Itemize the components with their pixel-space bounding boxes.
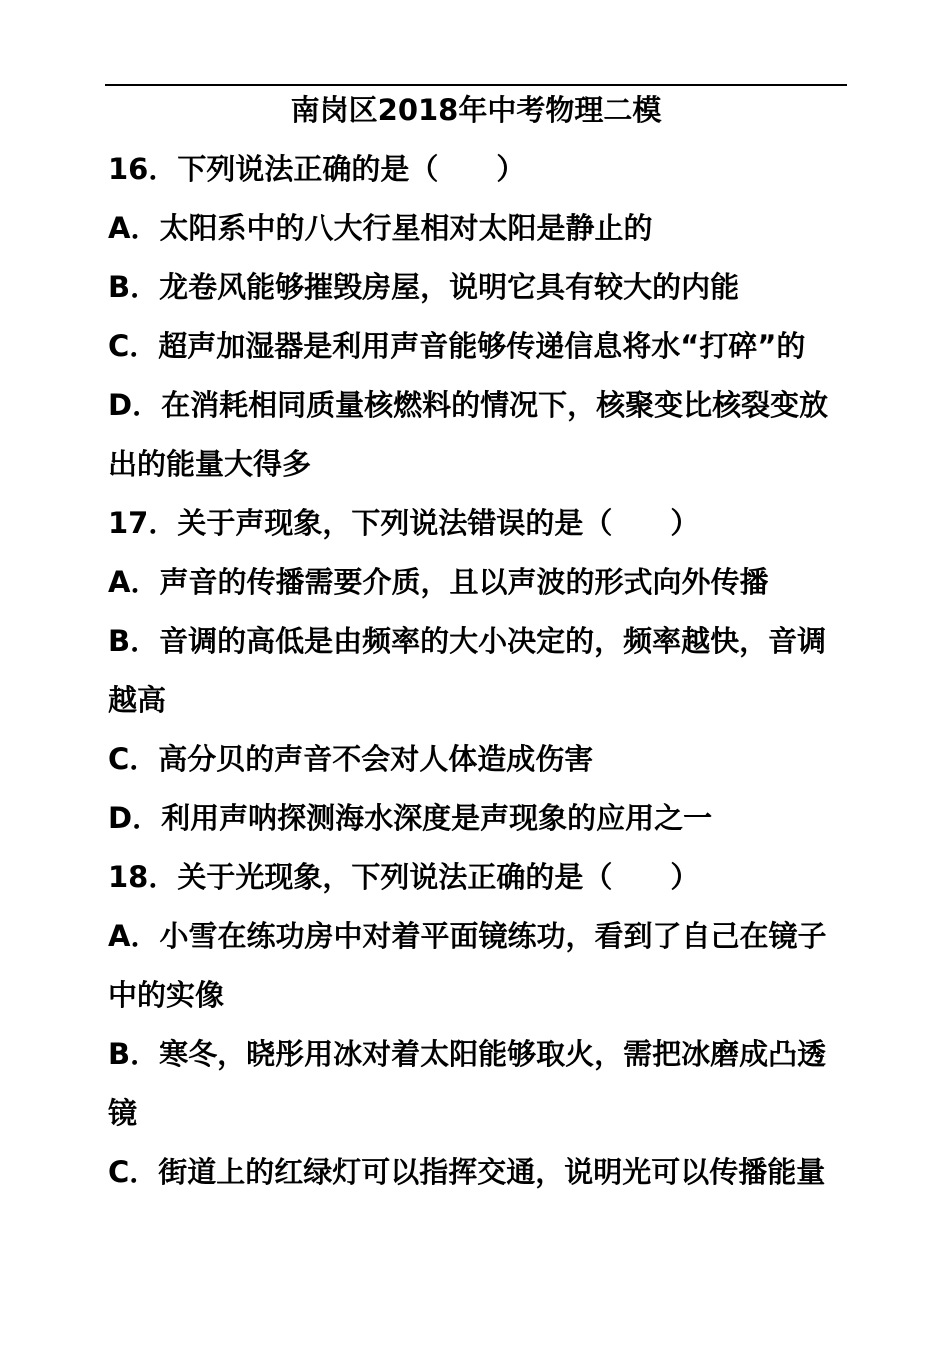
question-17-option-d: D．利用声呐探测海水深度是声现象的应用之一 (108, 801, 713, 835)
question-17-option-b: B．音调的高低是由频率的大小决定的，频率越快，音调 (108, 624, 827, 658)
question-17-option-c: C．高分贝的声音不会对人体造成伤害 (108, 742, 594, 776)
question-16-stem: 16．下列说法正确的是（ ） (108, 152, 526, 186)
question-16-option-b: B．龙卷风能够摧毁房屋，说明它具有较大的内能 (108, 270, 740, 304)
question-18-option-a: A．小雪在练功房中对着平面镜练功，看到了自己在镜子 (108, 919, 827, 953)
header-rule (105, 84, 847, 86)
question-17-option-b-cont: 越高 (108, 683, 167, 717)
document-title: 南岗区2018年中考物理二模 (290, 93, 662, 127)
question-18-option-b: B．寒冬，晓彤用冰对着太阳能够取火，需把冰磨成凸透 (108, 1037, 827, 1071)
question-16-option-d: D．在消耗相同质量核燃料的情况下，核聚变比核裂变放 (108, 388, 829, 422)
question-18-option-b-cont: 镜 (108, 1096, 138, 1130)
question-16-option-a: A．太阳系中的八大行星相对太阳是静止的 (108, 211, 653, 245)
question-17-stem: 17．关于声现象，下列说法错误的是（ ） (108, 506, 700, 540)
question-18-option-a-cont: 中的实像 (108, 978, 225, 1012)
question-body (108, 140, 848, 1202)
question-18-stem: 18．关于光现象，下列说法正确的是（ ） (108, 860, 700, 894)
question-16-option-c: C．超声加湿器是利用声音能够传递信息将水“打碎”的 (108, 329, 806, 363)
question-17-option-a: A．声音的传播需要介质，且以声波的形式向外传播 (108, 565, 769, 599)
question-16-option-d-cont: 出的能量大得多 (108, 447, 312, 481)
question-18-option-c: C．街道上的红绿灯可以指挥交通，说明光可以传播能量 (108, 1155, 826, 1189)
